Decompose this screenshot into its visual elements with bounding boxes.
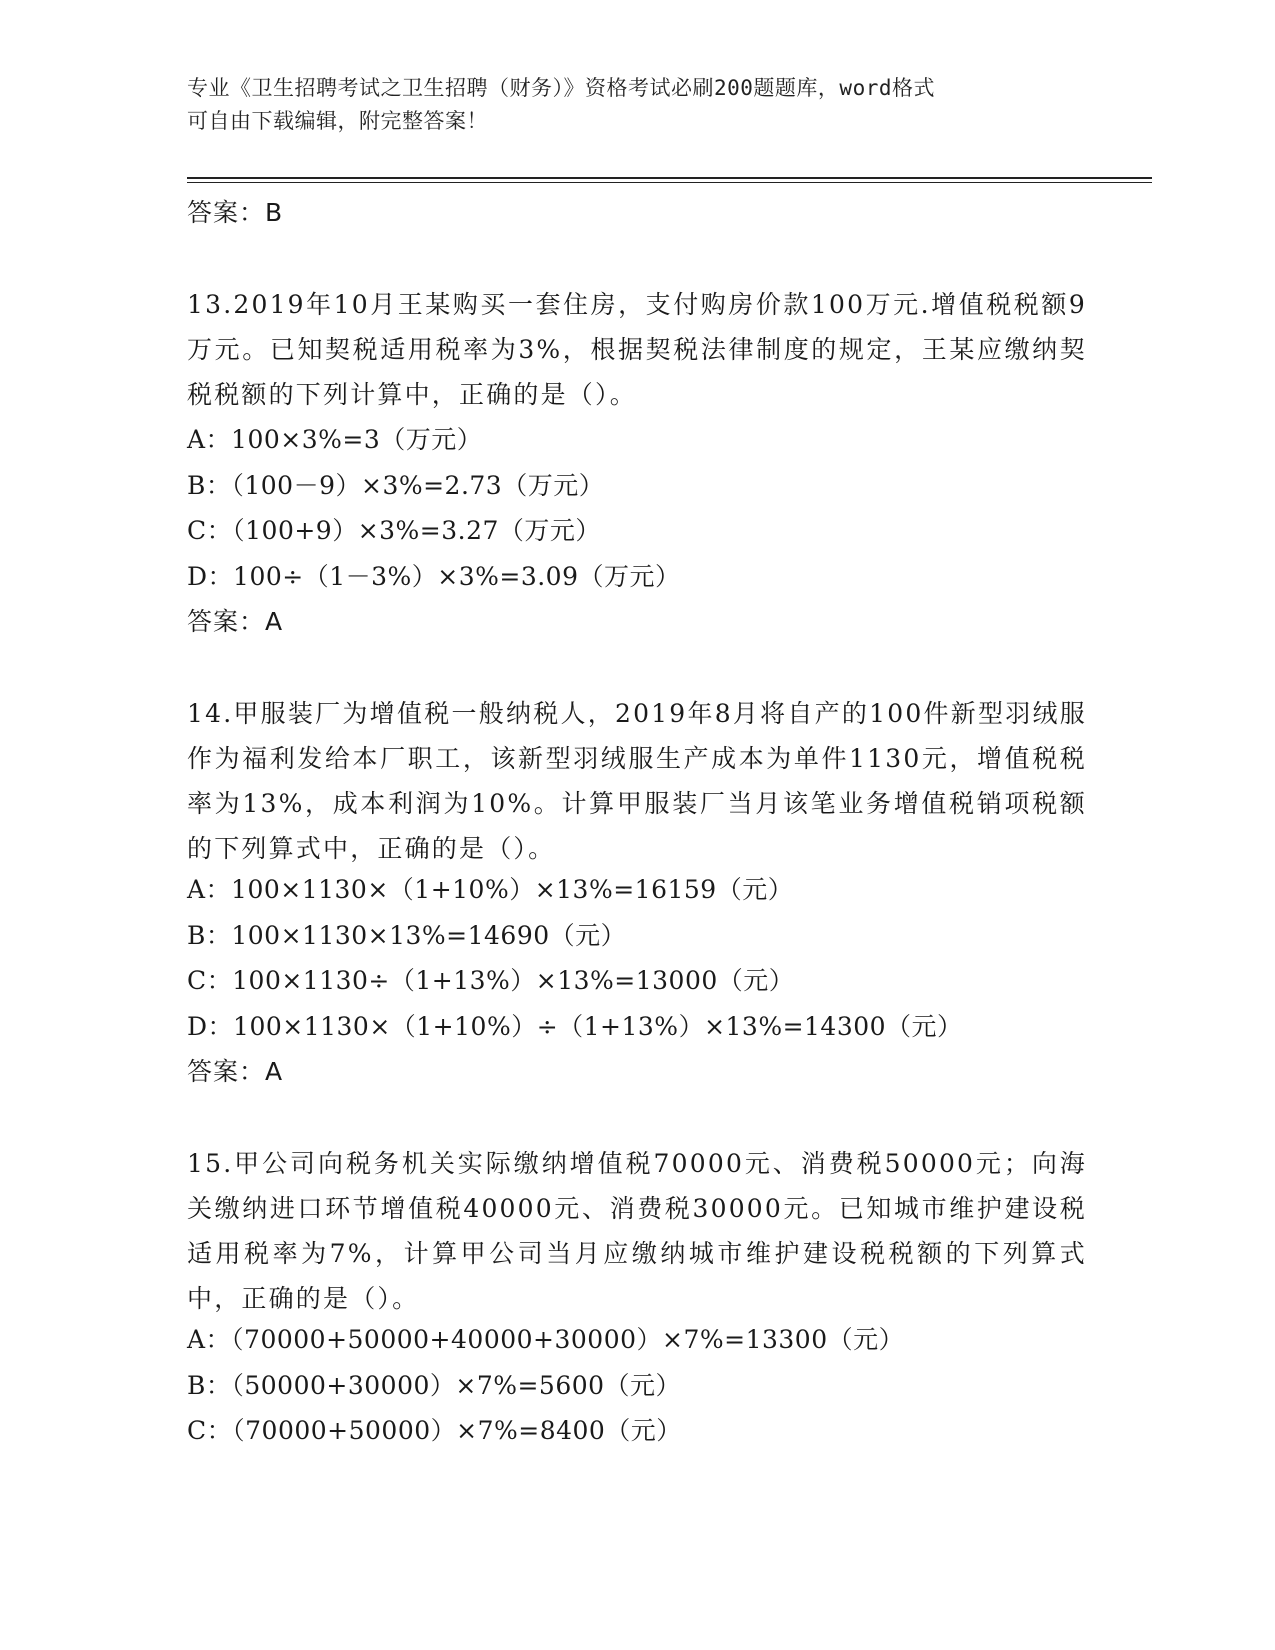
question-15-option-a: A：（70000+50000+40000+30000）×7%=13300（元） bbox=[187, 1325, 905, 1354]
question-13-option-a: A：100×3%=3（万元） bbox=[187, 425, 483, 454]
question-14-option-b: B：100×1130×13%=14690（元） bbox=[187, 920, 627, 950]
question-15-option-c: C：（70000+50000）×7%=8400（元） bbox=[187, 1416, 682, 1445]
header-line-1: 专业《卫生招聘考试之卫生招聘（财务）》资格考试必刷200题题库，word格式 bbox=[187, 76, 935, 100]
question-14-option-c: C：100×1130÷（1+13%）×13%=13000（元） bbox=[187, 966, 795, 995]
question-14-text: 14.甲服装厂为增值税一般纳税人，2019年8月将自产的100件新型羽绒服作为福利发给本厂职工，该新型羽绒服生产成本为单件1130元，增值税税率为13%，成本利润为10%。计算甲服装厂当月该笔业务增值税销项税额的下列算式中，正确的是（）。 bbox=[187, 699, 1087, 863]
question-13-option-c: C：（100+9）×3%=3.27（万元） bbox=[187, 516, 601, 545]
question-14-answer: 答案：A bbox=[187, 1057, 284, 1086]
header-line-2: 可自由下载编辑，附完整答案！ bbox=[187, 109, 488, 133]
question-13-text: 13.2019年10月王某购买一套住房，支付购房价款100万元.增值税税额9万元。已知契税适用税率为3%，根据契税法律制度的规定，王某应缴纳契税税额的下列计算中，正确的是（）。 bbox=[187, 290, 1087, 409]
question-14-option-a: A：100×1130×（1+10%）×13%=16159（元） bbox=[187, 875, 794, 904]
question-13-option-b: B：（100－9）×3%=2.73（万元） bbox=[187, 470, 605, 500]
header-rule-thick bbox=[187, 177, 1152, 179]
spacer bbox=[187, 236, 1087, 282]
page-header bbox=[187, 72, 1067, 138]
question-13-answer: 答案：A bbox=[187, 607, 284, 636]
header-rule-thin bbox=[187, 182, 1152, 183]
document-body bbox=[187, 190, 1087, 1454]
spacer bbox=[187, 1095, 1087, 1141]
question-14-option-d: D：100×1130×（1+10%）÷（1+13%）×13%=14300（元） bbox=[187, 1011, 963, 1041]
spacer bbox=[187, 645, 1087, 691]
question-15-option-b: B：（50000+30000）×7%=5600（元） bbox=[187, 1370, 682, 1400]
answer-previous: 答案：B bbox=[187, 198, 284, 227]
question-13-option-d: D：100÷（1－3%）×3%=3.09（万元） bbox=[187, 561, 681, 591]
question-15-text: 15.甲公司向税务机关实际缴纳增值税70000元、消费税50000元；向海关缴纳进口环节增值税40000元、消费税30000元。已知城市维护建设税适用税率为7%，计算甲公司当月应缴纳城市维护建设税税额的下列算式中，正确的是（）。 bbox=[187, 1149, 1087, 1313]
